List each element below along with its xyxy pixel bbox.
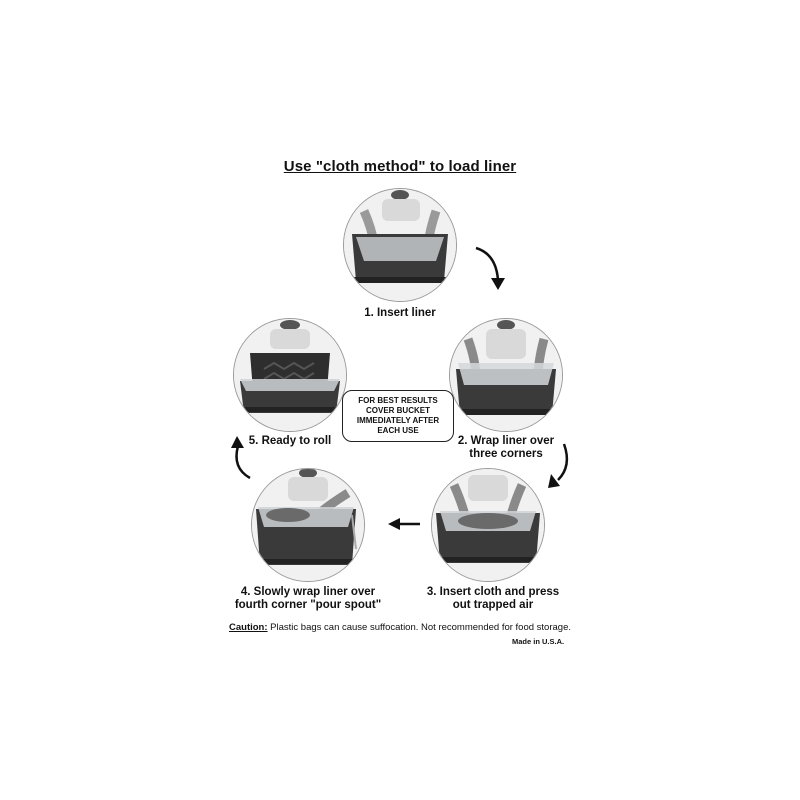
- step-5-label: 5. Ready to roll: [248, 435, 332, 447]
- tip-line: FOR BEST RESULTS: [358, 396, 438, 405]
- caution-text: Plastic bags can cause suffocation. Not recommended for food storage.: [267, 622, 571, 633]
- step-4-photo: [251, 468, 365, 582]
- arrow-step4-to-step5: [226, 432, 256, 484]
- tip-line: COVER BUCKET: [365, 406, 430, 415]
- made-in-usa: Made in U.S.A.: [512, 637, 565, 646]
- step-1-photo: [343, 188, 457, 302]
- caution-notice: [0, 622, 800, 633]
- diagram-title: Use "cloth method" to load liner: [283, 158, 517, 175]
- tip-box: [342, 390, 454, 442]
- step-2-photo: [449, 318, 563, 432]
- tip-line: IMMEDIATELY AFTER: [356, 416, 440, 425]
- step-2-label: 2. Wrap liner over three corners: [457, 435, 555, 460]
- step-5-photo: [233, 318, 347, 432]
- step-3-label: 3. Insert cloth and press out trapped air: [426, 586, 560, 611]
- arrow-step1-to-step2: [470, 240, 510, 294]
- tip-line: EACH USE: [377, 426, 419, 435]
- step-3-photo: [431, 468, 545, 582]
- arrow-step3-to-step4: [386, 514, 422, 534]
- caution-label: Caution:: [229, 622, 268, 633]
- arrow-step2-to-step3: [546, 440, 578, 492]
- step-1-label: 1. Insert liner: [364, 307, 436, 319]
- step-4-label: 4. Slowly wrap liner over fourth corner "pour spout": [234, 586, 382, 611]
